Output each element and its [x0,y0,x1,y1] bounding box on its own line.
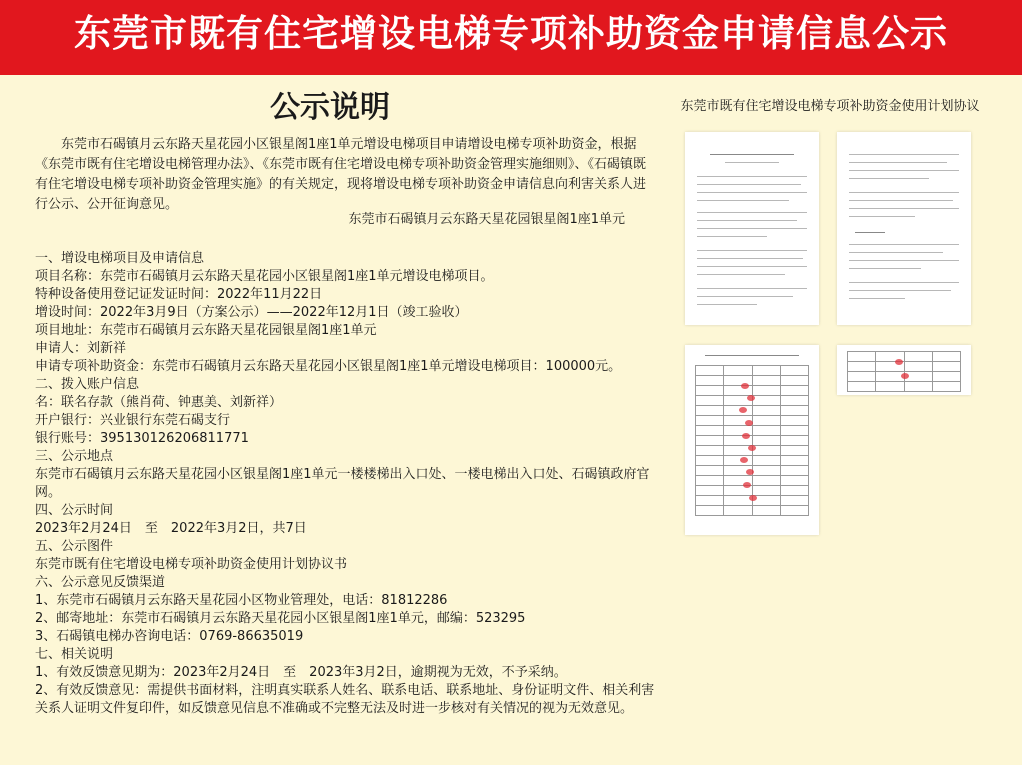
body-line: 开户银行：兴业银行东莞石碣支行 [35,413,231,428]
body-line: 1、有效反馈意见期为：2023年2月24日 至 2023年3月2日，逾期视为无效，不予采纳。 [35,665,567,680]
signature-table-page-2-image [837,345,971,395]
notice-heading: 公示说明 [270,90,390,125]
notice-intro: 东莞市石碣镇月云东路天星花园小区银星阁1座1单元增设电梯项目申请增设电梯专项补助资金，根据《东莞市既有住宅增设电梯管理办法》、《东莞市既有住宅增设电梯专项补助资金管理实施细则》、《石碣镇既有住宅增设电梯专项补助资金管理实施》的有关规定，现将增设电梯专项补助资金申请信息向利害关系人进行公示、公开征询意见。 [35,137,647,212]
body-line: 1、东莞市石碣镇月云东路天星花园小区物业管理处，电话：81812286 [35,593,448,608]
agreement-page-2-image [837,132,971,325]
section-heading: 四、公示时间 [35,503,114,518]
body-line: 项目名称：东莞市石碣镇月云东路天星花园小区银星阁1座1单元增设电梯项目。 [35,269,494,284]
section-heading: 七、相关说明 [35,647,114,662]
body-line: 东莞市既有住宅增设电梯专项补助资金使用计划协议书 [35,557,348,572]
body-line: 名：联名存款（熊肖荷、钟惠美、刘新祥） [35,395,283,410]
body-line: 东莞市石碣镇月云东路天星花园小区银星阁1座1单元一楼楼梯出入口处、一楼电梯出入口处、石碣镇政府官网。 [35,467,650,500]
body-line: 申请人：刘新祥 [35,341,127,356]
body-line: 项目地址：东莞市石碣镇月云东路天星花园银星阁1座1单元 [35,323,377,338]
section-heading: 三、公示地点 [35,449,114,464]
attachment-title: 东莞市既有住宅增设电梯专项补助资金使用计划协议 [680,99,980,114]
body-line: 2023年2月24日 至 2022年3月2日，共7日 [35,521,307,536]
notice-body [35,250,660,718]
agreement-page-1-image [685,132,819,325]
section-heading: 五、公示图件 [35,539,114,554]
section-heading: 一、增设电梯项目及申请信息 [35,251,205,266]
body-line: 增设时间：2022年3月9日（方案公示）——2022年12月1日（竣工验收） [35,305,468,320]
section-heading: 六、公示意见反馈渠道 [35,575,166,590]
body-line: 2、邮寄地址：东莞市石碣镇月云东路天星花园小区银星阁1座1单元，邮编：523295 [35,611,526,626]
section-heading: 二、拨入账户信息 [35,377,140,392]
signature-table-page-image [685,345,819,535]
body-line: 3、石碣镇电梯办咨询电话：0769-86635019 [35,629,304,644]
banner-title: 东莞市既有住宅增设电梯专项补助资金申请信息公示 [74,12,948,55]
body-line: 银行账号：395130126206811771 [35,431,249,446]
body-line: 特种设备使用登记证发证时间：2022年11月22日 [35,287,323,302]
body-line: 申请专项补助资金：东莞市石碣镇月云东路天星花园小区银星阁1座1单元增设电梯项目：100000元。 [35,359,622,374]
title-banner [0,0,1022,75]
notice-signoff: 东莞市石碣镇月云东路天星花园银星阁1座1单元 [348,212,625,227]
body-line: 2、有效反馈意见：需提供书面材料，注明真实联系人姓名、联系电话、联系地址、身份证明文件、相关利害关系人证明文件复印件，如反馈意见信息不准确或不完整无法及时进一步核对有关情况的视为无效意见。 [35,683,655,716]
